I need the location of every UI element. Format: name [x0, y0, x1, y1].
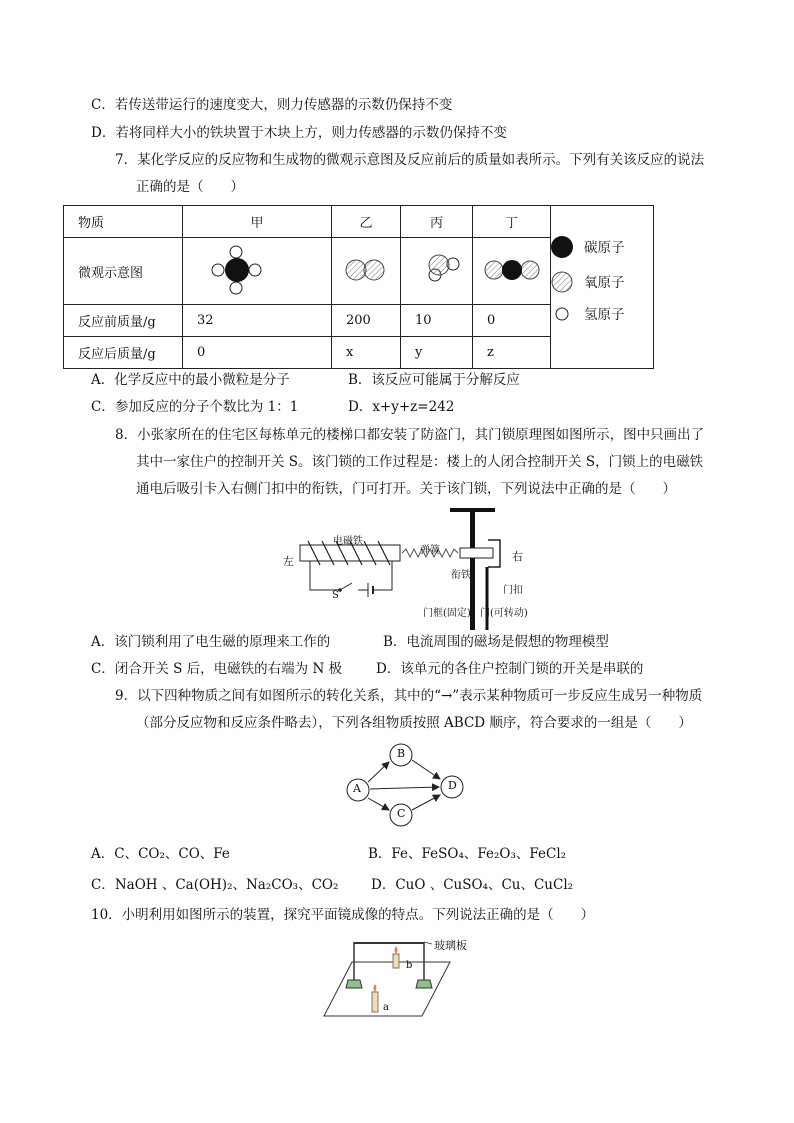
q8-stem-line1: 8．小张家所在的住宅区每栋单元的楼梯口都安装了防盗门，其门锁原理图如图所示，图中只画出了: [115, 427, 705, 443]
fig-label-door: 门(可转动): [480, 608, 528, 619]
cell-before-jia: 32: [183, 305, 332, 337]
fig-label-armature: 衔铁: [451, 570, 471, 581]
legend-oxygen: 氧原子: [584, 275, 625, 291]
cell-after-yi: x: [332, 337, 401, 369]
fig-label-latch: 门扣: [503, 585, 523, 596]
molecule-bing-icon: [401, 238, 472, 300]
legend-atoms-icon: [545, 232, 575, 332]
legend-carbon: 碳原子: [584, 240, 625, 256]
fig-label-right: 右: [512, 550, 523, 563]
q9-option-c: C．NaOH 、Ca(OH)₂、Na₂CO₃、CO₂: [91, 877, 339, 893]
q8-option-c: C．闭合开关 S 后，电磁铁的右端为 N 极: [91, 661, 343, 677]
q8-option-d: D．该单元的各住户控制门锁的开关是串联的: [376, 661, 644, 677]
cell-after-jia: 0: [183, 337, 332, 369]
table-header-bing: 丙: [401, 206, 473, 238]
fig-label-candle-b: b: [406, 960, 413, 971]
molecule-yi-icon: [332, 238, 400, 300]
cell-after-ding: z: [473, 337, 551, 369]
row-label-micro: 微观示意图: [64, 238, 183, 305]
q8-option-b: B．电流周围的磁场是假想的物理模型: [383, 634, 609, 650]
q7-option-c: C．参加反应的分子个数比为 1：1: [91, 399, 299, 415]
q8-stem-line2: 其中一家住户的控制开关 S。该门锁的工作过程是：楼上的人闭合控制开关 S，门锁上的电磁铁: [136, 454, 704, 470]
row-label-before: 反应前质量/g: [64, 305, 183, 337]
legend-hydrogen: 氢原子: [584, 307, 625, 323]
table-header-yi: 乙: [332, 206, 401, 238]
q9-stem-line2: （部分反应物和反应条件略去），下列各组物质按照 ABCD 顺序，符合要求的一组是（ ）: [136, 715, 692, 731]
cell-after-bing: y: [401, 337, 473, 369]
node-d: D: [448, 779, 457, 792]
row-label-after: 反应后质量/g: [64, 337, 183, 369]
fig-label-electromagnet: 电磁铁: [333, 536, 363, 547]
fig-label-frame: 门框(固定): [423, 608, 471, 619]
node-c: C: [397, 807, 406, 820]
q7-stem-line1: 7．某化学反应的反应物和生成物的微观示意图及反应前后的质量如表所示。下列有关该反应的说法: [115, 152, 705, 168]
q7-option-b: B．该反应可能属于分解反应: [348, 372, 520, 388]
table-header-substance: 物质: [64, 206, 183, 238]
q7-option-d: D．x+y+z=242: [348, 399, 455, 415]
molecule-jia-icon: [183, 238, 331, 300]
fig-label-left: 左: [283, 555, 294, 568]
cell-before-ding: 0: [473, 305, 551, 337]
q9-option-b: B．Fe、FeSO₄、Fe₂O₃、FeCl₂: [368, 846, 567, 862]
node-b: B: [397, 747, 406, 760]
table-header-jia: 甲: [183, 206, 332, 238]
q9-stem-line1: 9．以下四种物质之间有如图所示的转化关系，其中的“→”表示某种物质可一步反应生成另一种物质: [115, 688, 703, 704]
molecule-ding-icon: [473, 238, 550, 300]
q9-option-a: A．C、CO₂、CO、Fe: [91, 846, 230, 862]
q10-stem: 10．小明利用如图所示的装置，探究平面镜成像的特点。下列说法正确的是（ ）: [91, 907, 595, 923]
cell-before-bing: 10: [401, 305, 473, 337]
node-a: A: [353, 782, 361, 795]
fig-label-glass: 玻璃板: [434, 939, 467, 952]
q7-option-a: A．化学反应中的最小微粒是分子: [91, 372, 290, 388]
q6-option-d: D．若将同样大小的铁块置于木块上方，则力传感器的示数仍保持不变: [91, 125, 507, 141]
cell-before-yi: 200: [332, 305, 401, 337]
q8-option-a: A．该门锁利用了电生磁的原理来工作的: [91, 634, 331, 650]
q6-option-c: C．若传送带运行的速度变大，则力传感器的示数仍保持不变: [91, 97, 453, 113]
fig-label-spring: 弹簧: [420, 545, 440, 556]
micro-ding: [473, 238, 551, 305]
micro-jia: [183, 238, 332, 305]
fig-label-switch: S: [332, 590, 339, 601]
micro-yi: [332, 238, 401, 305]
q9-option-d: D．CuO 、CuSO₄、Cu、CuCl₂: [371, 877, 574, 893]
micro-bing: [401, 238, 473, 305]
table-header-ding: 丁: [473, 206, 551, 238]
fig-label-candle-a: a: [383, 1002, 389, 1013]
q7-stem-line2: 正确的是（ ）: [136, 179, 244, 195]
q8-stem-line3: 通电后吸引卡入右侧门扣中的衔铁，门可打开。关于该门锁，下列说法中正确的是（ ）: [136, 481, 676, 497]
